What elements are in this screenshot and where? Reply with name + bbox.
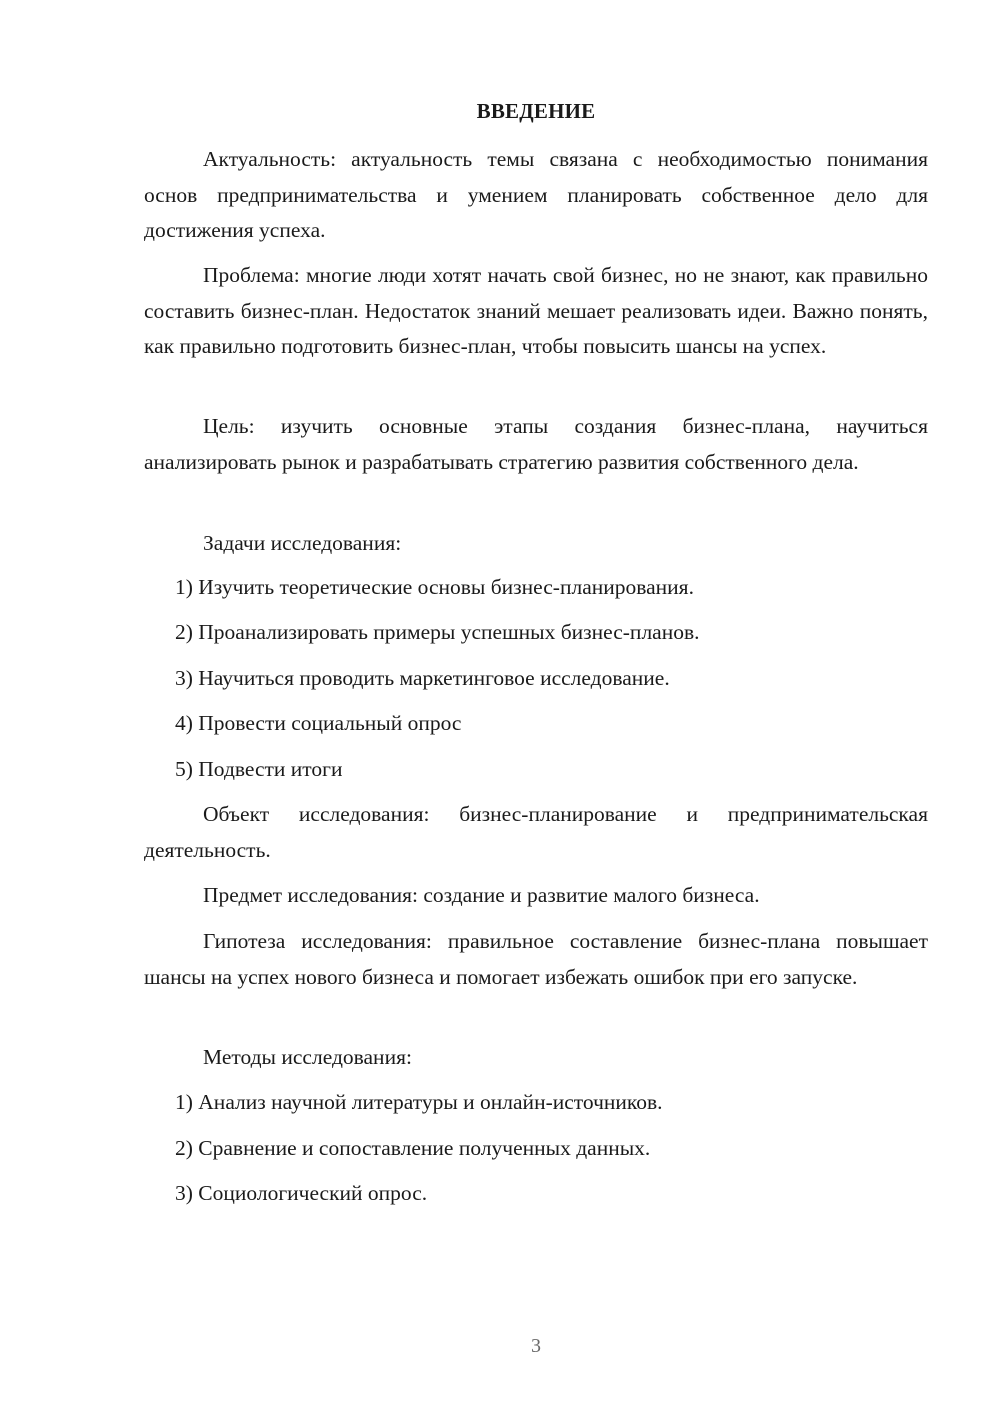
subject-paragraph: Предмет исследования: создание и развитие малого бизнеса. <box>203 883 760 907</box>
methods-label: Методы исследования: <box>203 1045 412 1069</box>
tasks-label: Задачи исследования: <box>203 531 402 555</box>
object-paragraph: Объект исследования: бизнес-планирование и предпринимательская деятельность. <box>144 802 928 862</box>
method-item: 3) Социологический опрос. <box>175 1181 428 1205</box>
task-item: 3) Научиться проводить маркетинговое исследование. <box>175 666 670 690</box>
hypothesis-paragraph: Гипотеза исследования: правильное составление бизнес-плана повышает шансы на успех нового бизнеса и помогает избежать ошибок при его запуске. <box>144 929 928 989</box>
document-page <box>144 0 928 1414</box>
page-number: 3 <box>531 1335 541 1357</box>
goal-paragraph: Цель: изучить основные этапы создания бизнес-плана, научиться анализировать рынок и разрабатывать стратегию развития собственного дела. <box>144 414 928 474</box>
method-item: 1) Анализ научной литературы и онлайн-источников. <box>175 1090 663 1114</box>
problem-paragraph: Проблема: многие люди хотят начать свой бизнес, но не знают, как правильно составить бизнес-план. Недостаток знаний мешает реализовать идеи. Важно понять, как правильно подготовить бизнес-план, чтобы повысить шансы на успех. <box>144 263 928 358</box>
task-item: 2) Проанализировать примеры успешных бизнес-планов. <box>175 620 700 644</box>
task-item: 4) Провести социальный опрос <box>175 711 462 735</box>
section-title: ВВЕДЕНИЕ <box>476 99 596 123</box>
task-item: 5) Подвести итоги <box>175 757 343 781</box>
relevance-paragraph: Актуальность: актуальность темы связана с необходимостью понимания основ предпринимательства и умением планировать собственное дело для достижения успеха. <box>144 147 928 242</box>
task-item: 1) Изучить теоретические основы бизнес-планирования. <box>175 575 694 599</box>
method-item: 2) Сравнение и сопоставление полученных данных. <box>175 1136 651 1160</box>
